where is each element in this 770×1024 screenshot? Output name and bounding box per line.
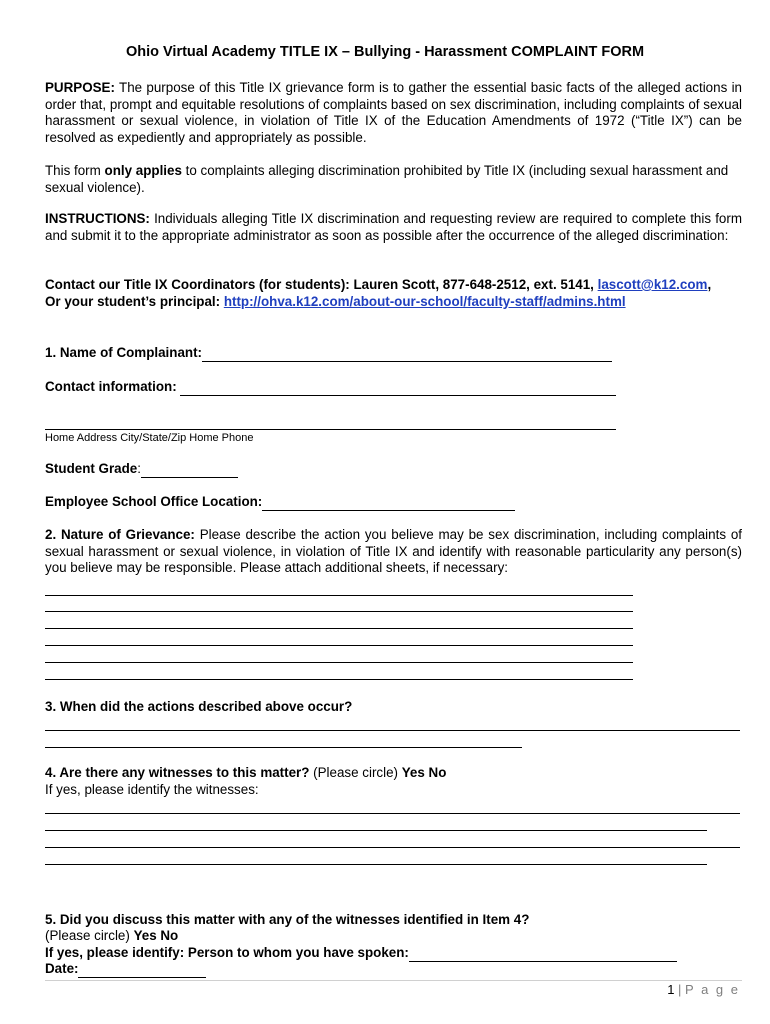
contact-line-2: Or your student’s principal: xyxy=(45,293,224,309)
address-blank[interactable] xyxy=(45,415,616,430)
applies-paragraph xyxy=(45,163,742,196)
q2-blank-6[interactable] xyxy=(45,665,633,680)
q5-circle-row xyxy=(45,928,742,945)
footer-divider xyxy=(45,980,742,981)
q4-label: 4. Are there any witnesses to this matter? xyxy=(45,765,310,780)
applies-pre: This form xyxy=(45,163,105,178)
q3-label: 3. When did the actions described above occur? xyxy=(45,699,353,714)
q5-person-blank[interactable] xyxy=(409,947,677,962)
q4-followup: If yes, please identify the witnesses: xyxy=(45,782,259,797)
applies-bold: only applies xyxy=(104,163,182,178)
q2-blank-2[interactable] xyxy=(45,597,633,612)
instructions-text: Individuals alleging Title IX discrimination and requesting review are required to complete this form and submit it to the appropriate administrator as soon as possible after the occurrence of the alleged discrimination: xyxy=(45,211,742,243)
page-separator: | xyxy=(674,982,686,997)
instructions-paragraph xyxy=(45,211,742,244)
q3-blank-1[interactable] xyxy=(45,716,740,731)
grade-label: Student Grade xyxy=(45,461,138,476)
q2-label: 2. Nature of Grievance: xyxy=(45,527,195,542)
q2-blank-5[interactable] xyxy=(45,648,633,663)
q2-blank-1[interactable] xyxy=(45,581,633,596)
page-label: P a g e xyxy=(685,982,740,997)
instructions-label: INSTRUCTIONS: xyxy=(45,211,150,226)
form-title: Ohio Virtual Academy TITLE IX – Bullying - Harassment COMPLAINT FORM xyxy=(125,44,645,60)
q4-yes-no[interactable]: Yes No xyxy=(401,765,447,780)
principal-url-link[interactable]: http://ohva.k12.com/about-our-school/faculty-staff/admins.html xyxy=(223,293,626,309)
q5-date-label: Date: xyxy=(45,961,79,976)
complainant-label: 1. Name of Complainant: xyxy=(45,345,202,360)
contact-info-row xyxy=(45,379,742,396)
contact-info-label: Contact information: xyxy=(45,379,177,394)
contact-coordinators xyxy=(45,277,742,294)
q4-blank-4[interactable] xyxy=(45,850,707,865)
q5-label: 5. Did you discuss this matter with any of the witnesses identified in Item 4? xyxy=(45,912,530,927)
q4-blank-3[interactable] xyxy=(45,833,740,848)
address-caption: Home Address City/State/Zip Home Phone xyxy=(45,432,254,444)
q4-row xyxy=(45,765,742,782)
office-blank[interactable] xyxy=(262,496,515,511)
complainant-blank[interactable] xyxy=(202,347,612,362)
purpose-label: PURPOSE: xyxy=(45,80,115,95)
purpose-paragraph xyxy=(45,80,742,146)
contact-line-1-end: , xyxy=(707,277,712,292)
page-footer xyxy=(667,982,740,999)
grade-row xyxy=(45,461,742,478)
grade-blank[interactable] xyxy=(141,463,238,478)
contact-principal xyxy=(45,294,742,311)
office-row xyxy=(45,494,742,511)
contact-info-blank[interactable] xyxy=(180,381,616,396)
q4-circle: (Please circle) xyxy=(309,765,402,780)
applies-post: to complaints alleging discrimination prohibited by Title IX (including sexual harassment and sexual violence). xyxy=(45,163,729,195)
q2-text: Please describe the action you believe may be sex discrimination, including complaints of sexual harassment or sexual violence, in violation of Title IX and identify with reasonable particularity any person(s) you believe may be responsible. Please attach additional sheets, if necessary: xyxy=(45,527,743,576)
coordinator-email-link[interactable]: lascott@k12.com xyxy=(597,277,708,292)
office-label: Employee School Office Location: xyxy=(45,494,263,509)
q5-yes-no[interactable]: Yes No xyxy=(133,928,179,943)
q5-date-blank[interactable] xyxy=(78,963,206,978)
q2-blank-4[interactable] xyxy=(45,631,633,646)
grade-colon: : xyxy=(137,461,141,476)
q5-date-row xyxy=(45,961,742,978)
q5-identify-label: If yes, please identify: Person to whom you have spoken: xyxy=(45,945,409,960)
q2-blank-3[interactable] xyxy=(45,614,633,629)
q3-blank-2[interactable] xyxy=(45,733,522,748)
purpose-text: The purpose of this Title IX grievance form is to gather the essential basic facts of the alleged actions in order that, prompt and equitable resolutions of complaints based on sex discrimination, including complaints of sexual harassment or sexual violence, in violation of Title IX of the Education Amendments of 1972 (“Title IX”) can be resolved as expediently and appropriately as possible. xyxy=(45,80,742,145)
contact-block xyxy=(45,277,742,310)
q4-blank-1[interactable] xyxy=(45,799,740,814)
contact-line-1: Contact our Title IX Coordinators (for students): Lauren Scott, 877-648-2512, ext. 5141, xyxy=(45,277,598,292)
q2-paragraph xyxy=(45,527,742,577)
q4-blank-2[interactable] xyxy=(45,816,707,831)
q5-identify-row xyxy=(45,945,742,962)
q5-circle: (Please circle) xyxy=(45,928,134,943)
page-number: 1 xyxy=(667,982,675,997)
complainant-row xyxy=(45,345,742,362)
